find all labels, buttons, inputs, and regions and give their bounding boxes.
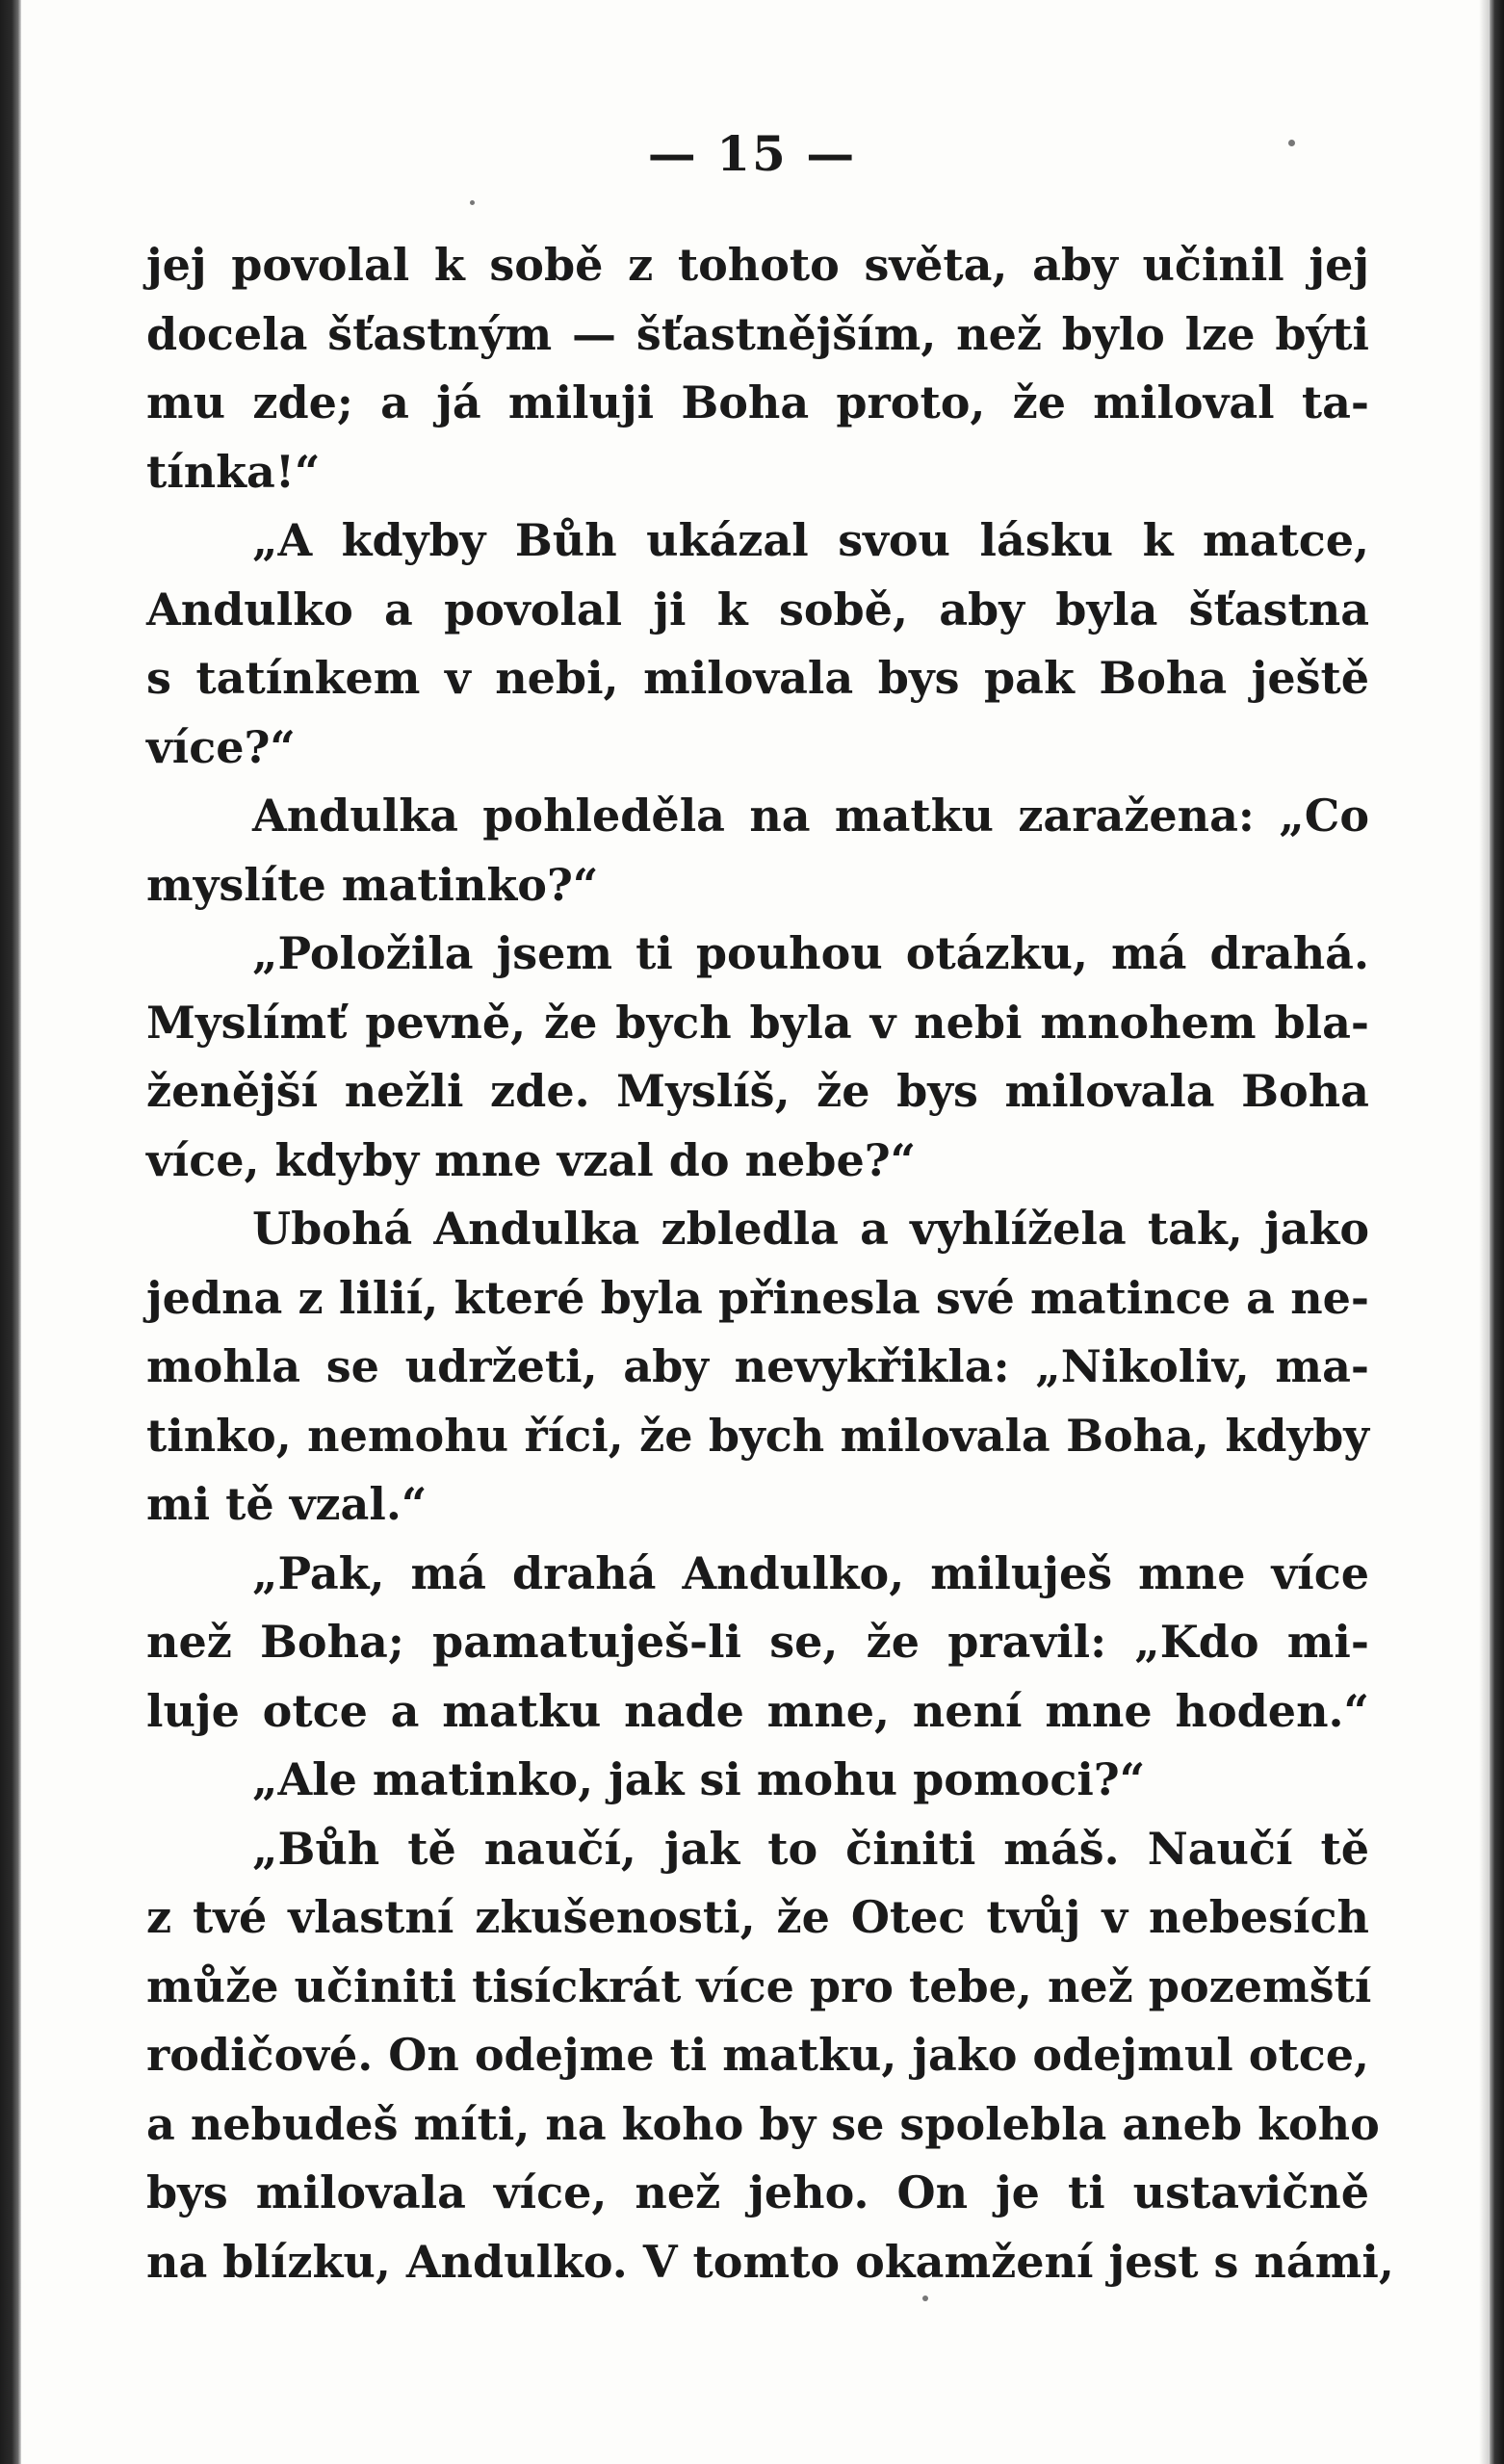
text-line: s tatínkem v nebi, milovala bys pak Boha ještě (146, 652, 1369, 704)
text-line: mohla se udržeti, aby nevykřikla: „Nikoliv, ma- (146, 1340, 1369, 1392)
text-line: ženější nežli zde. Myslíš, že bys milovala Boha (146, 1065, 1369, 1117)
text-line: více, kdyby mne vzal do nebe?“ (146, 1133, 917, 1186)
text-line: a nebudeš míti, na koho by se spolebla aneb koho (146, 2097, 1380, 2150)
text-line: tínka!“ (146, 445, 321, 498)
scan-speck (922, 2295, 928, 2301)
text-line: Andulka pohleděla na matku zaražena: „Co (252, 790, 1369, 842)
text-line: než Boha; pamatuješ-li se, že pravil: „Kdo mi- (146, 1616, 1369, 1668)
right-page-edge (1489, 0, 1504, 2464)
text-line: „Bůh tě naučí, jak to činiti máš. Naučí tě (252, 1822, 1369, 1875)
text-line: bys milovala více, než jeho. On je ti ustavičně (146, 2166, 1369, 2218)
text-line: Myslímť pevně, že bych byla v nebi mnohem bla- (146, 996, 1369, 1049)
body-text (146, 231, 1394, 2296)
text-line: jej povolal k sobě z tohoto světa, aby učinil jej (146, 239, 1369, 291)
text-line: „Položila jsem ti pouhou otázku, má drahá. (252, 927, 1369, 979)
text-line: může učiniti tisíckrát více pro tebe, než pozemští (146, 1959, 1372, 2012)
scan-speck (470, 200, 475, 205)
text-line: více?“ (146, 720, 296, 773)
text-line: mu zde; a já miluji Boha proto, že miloval ta- (146, 376, 1369, 428)
text-line: docela šťastným — šťastnějším, než bylo lze býti (146, 307, 1369, 360)
text-line: luje otce a matku nade mne, není mne hoden.“ (146, 1684, 1369, 1737)
text-line: tinko, nemohu říci, že bych milovala Boha, kdyby (146, 1409, 1369, 1462)
text-line: „A kdyby Bůh ukázal svou lásku k matce, (252, 514, 1369, 566)
page-number: — 15 — (647, 125, 857, 182)
text-line: mi tě vzal.“ (146, 1478, 428, 1530)
text-line: „Pak, má drahá Andulko, miluješ mne více (252, 1546, 1369, 1599)
scan-speck (1288, 140, 1295, 146)
text-line: jedna z lilií, které byla přinesla své matince a ne- (146, 1271, 1369, 1324)
text-line: z tvé vlastní zkušenosti, že Otec tvůj v nebesích (146, 1891, 1369, 1943)
text-line: Andulko a povolal ji k sobě, aby byla šťastna (146, 583, 1369, 635)
text-line: rodičové. On odejme ti matku, jako odejmul otce, (146, 2029, 1369, 2081)
text-line: myslíte matinko?“ (146, 858, 599, 911)
text-line: „Ale matinko, jak si mohu pomoci?“ (252, 1753, 1146, 1805)
text-line: Ubohá Andulka zbledla a vyhlížela tak, jako (252, 1203, 1369, 1255)
text-line: na blízku, Andulko. V tomto okamžení jest s námi, (146, 2235, 1394, 2288)
left-page-edge (0, 0, 21, 2464)
